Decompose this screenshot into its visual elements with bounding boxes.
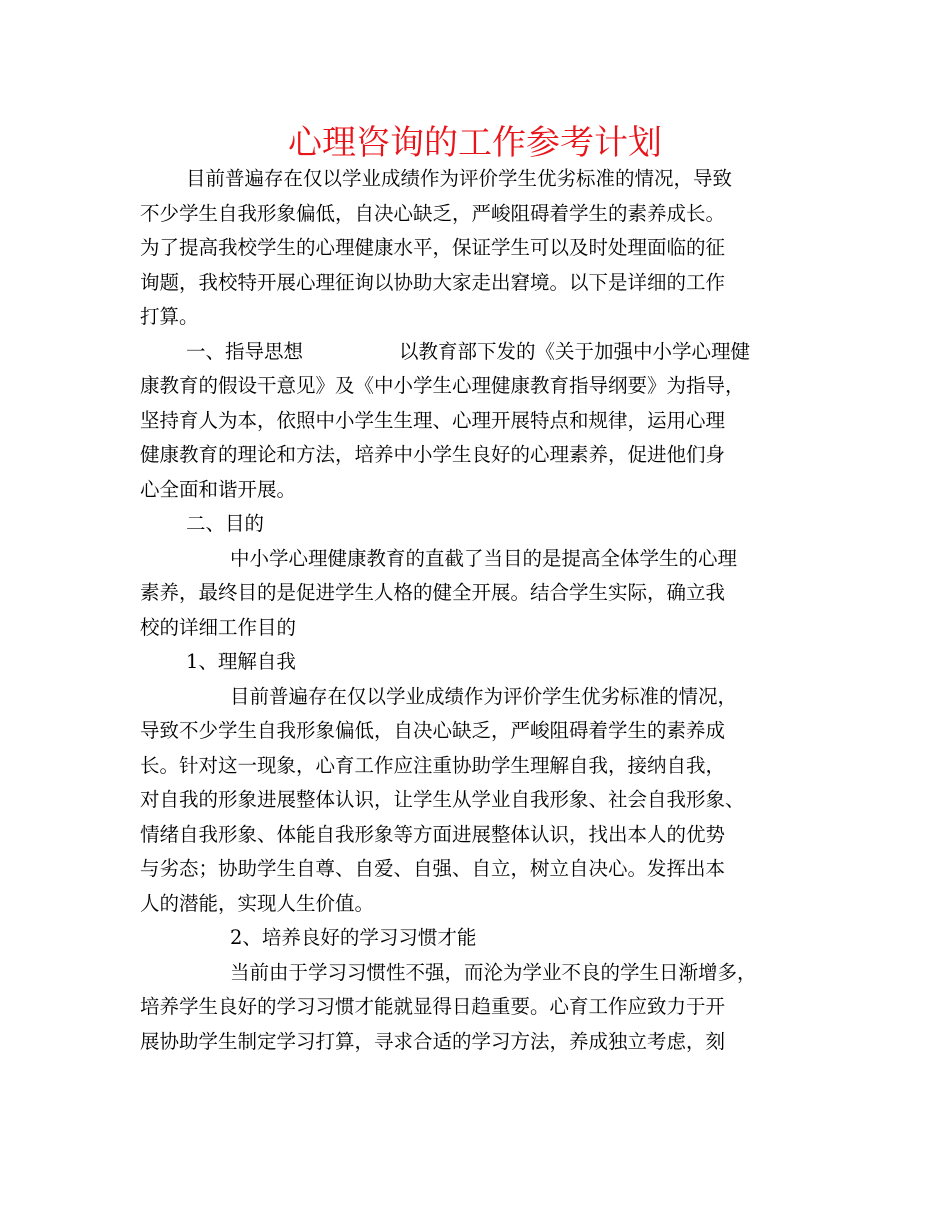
text-line: 心全面和谐开展。 [140,477,297,501]
text-line: 健康教育的理论和方法，培养中小学生良好的心理素养，促进他们身 [140,443,726,466]
section-heading-line [140,335,820,370]
text-line: 目前普遍存在仅以学业成绩作为评价学生优劣标准的情况， [230,684,738,708]
text-line: 对自我的形象进展整体认识，让学生从学业自我形象、社会自我形象、 [140,788,745,811]
text-line: 当前由于学习习惯性不强，而沦为学业不良的学生日渐增多， [230,960,757,984]
text-line: 培养学生良好的学习习惯才能就显得日趋重要。心育工作应致力于开 [140,995,726,1018]
text-line: 导致不少学生自我形象偏低，自决心缺乏，严峻阻碍着学生的素养成 [140,719,726,742]
text-line: 长。针对这一现象，心育工作应注重协助学生理解自我，接纳自我， [140,753,726,777]
text-line: 康教育的假设干意见》及《中小学生心理健康教育指导纲要》为指导， [140,374,745,397]
text-line: 情绪自我形象、体能自我形象等方面进展整体认识，找出本人的优势 [140,822,726,846]
text-line: 不少学生自我形象偏低，自决心缺乏，严峻阻碍着学生的素养成长。 [140,201,726,225]
text-line: 素养，最终目的是促进学生人格的健全开展。结合学生实际，确立我 [140,581,726,604]
text-line: 校的详细工作目的 [140,615,297,639]
document-body [140,162,820,1059]
text-line: 人的潜能，实现人生价值。 [140,891,375,915]
text-line: 坚持育人为本，依照中小学生生理、心理开展特点和规律，运用心理 [140,408,726,432]
subsection-heading: 1、理解自我 [186,650,296,673]
text-line: 询题，我校特开展心理征询以协助大家走出窘境。以下是详细的工作 [140,270,726,294]
document-title: 心理咨询的工作参考计划 [288,123,662,163]
subsection-heading: 2、培养良好的学习习惯才能 [230,926,477,949]
text-line: 与劣态；协助学生自尊、自爱、自强、自立，树立自决心。发挥出本 [140,857,726,880]
text-line: 打算。 [140,305,199,328]
section-heading: 二、目的 [186,512,265,535]
text-line: 目前普遍存在仅以学业成绩作为评价学生优劣标准的情况，导致 [186,167,733,190]
text-line: 为了提高我校学生的心理健康水平，保证学生可以及时处理面临的征 [140,236,726,259]
text-line: 展协助学生制定学习打算，寻求合适的学习方法，养成独立考虑，刻 [140,1029,726,1053]
text-line: 中小学心理健康教育的直截了当目的是提高全体学生的心理 [230,546,738,570]
section-heading: 一、指导思想 [186,339,304,363]
text-line: 以教育部下发的《关于加强中小学心理健 [399,339,751,363]
